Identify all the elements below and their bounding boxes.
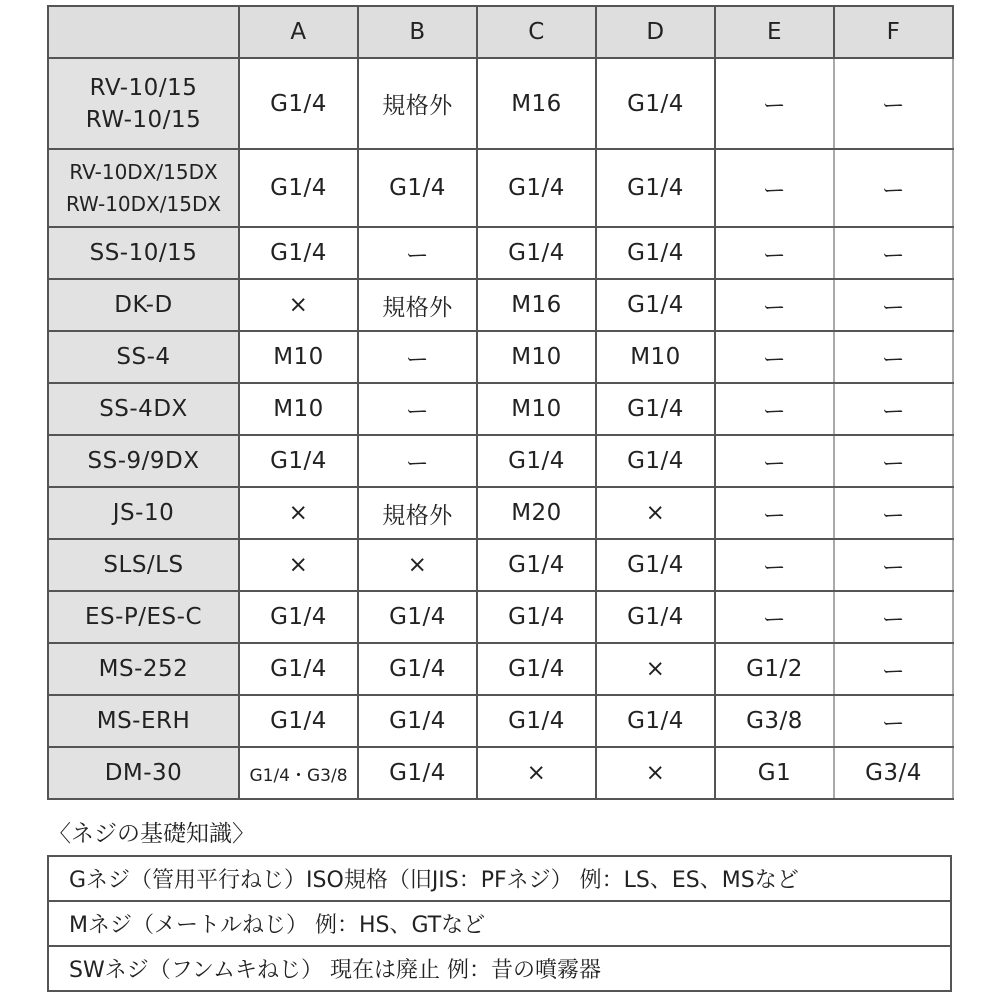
- value-cell: ×: [596, 643, 715, 695]
- value-cell: G1/4: [596, 591, 715, 643]
- value-cell: G1/4: [358, 643, 477, 695]
- notes-title: 〈ネジの基礎知識〉: [48, 821, 255, 847]
- model-name-cell: [48, 747, 239, 799]
- value-cell: ー: [834, 695, 953, 747]
- value-cell: M10: [596, 331, 715, 383]
- table-row: [48, 279, 953, 331]
- value-cell: ー: [834, 227, 953, 279]
- value-cell: G1/4: [477, 591, 596, 643]
- note-item: Mネジ（メートルねじ） 例：HS、GTなど: [48, 901, 951, 946]
- model-name-cell: [48, 591, 239, 643]
- model-name-cell: [48, 279, 239, 331]
- value-cell: M16: [477, 279, 596, 331]
- table-row: [48, 58, 953, 149]
- value-cell: ×: [239, 279, 358, 331]
- model-name-cell: [48, 643, 239, 695]
- table-row: [48, 591, 953, 643]
- column-header: C: [477, 6, 596, 58]
- model-name-line: SLS/LS: [103, 552, 184, 578]
- value-cell: ー: [834, 279, 953, 331]
- value-cell: 規格外: [358, 487, 477, 539]
- value-cell: G1/4: [477, 539, 596, 591]
- model-name-line: DK-D: [114, 292, 173, 318]
- value-cell: G1/4: [596, 695, 715, 747]
- model-name-line: SS-4: [116, 344, 171, 370]
- value-cell: G1/4: [596, 227, 715, 279]
- value-cell: G1/4: [358, 591, 477, 643]
- value-cell: ー: [834, 487, 953, 539]
- value-cell: ー: [715, 58, 834, 149]
- value-cell: ー: [358, 435, 477, 487]
- table-row: [48, 695, 953, 747]
- value-cell: ー: [715, 331, 834, 383]
- thread-spec-table: [47, 5, 954, 800]
- column-header: D: [596, 6, 715, 58]
- corner-cell: [48, 6, 239, 58]
- model-name-cell: [48, 539, 239, 591]
- model-name-line: RW-10/15: [85, 106, 202, 133]
- value-cell: G1/4: [596, 58, 715, 149]
- model-name-line: DM-30: [104, 760, 183, 786]
- value-cell: ー: [715, 227, 834, 279]
- value-cell: ×: [596, 487, 715, 539]
- notes-table: [47, 855, 952, 992]
- value-cell: G1/4: [358, 747, 477, 799]
- model-name-line: SS-10/15: [89, 240, 198, 266]
- value-cell: G1: [715, 747, 834, 799]
- value-cell: ー: [834, 643, 953, 695]
- value-cell: G1/4: [239, 227, 358, 279]
- note-item: Gネジ（管用平行ねじ）ISO規格（旧JIS：PFネジ） 例：LS、ES、MSなど: [48, 856, 951, 901]
- value-cell: G1/4: [477, 227, 596, 279]
- table-row: [48, 539, 953, 591]
- column-header: A: [239, 6, 358, 58]
- value-cell: ー: [715, 149, 834, 227]
- value-cell: ×: [596, 747, 715, 799]
- model-name-cell: [48, 227, 239, 279]
- value-cell: ー: [715, 435, 834, 487]
- table-row: [48, 435, 953, 487]
- value-cell: ー: [834, 383, 953, 435]
- model-name-cell: [48, 487, 239, 539]
- value-cell: M20: [477, 487, 596, 539]
- value-cell: G1/4: [596, 149, 715, 227]
- value-cell: G1/4: [596, 279, 715, 331]
- table-row: [48, 383, 953, 435]
- model-name-line: RW-10DX/15DX: [65, 192, 222, 216]
- value-cell: G1/4: [239, 695, 358, 747]
- value-cell: M10: [239, 331, 358, 383]
- value-cell: G1/4・G3/8: [239, 747, 358, 799]
- value-cell: ー: [715, 487, 834, 539]
- value-cell: G1/4: [477, 695, 596, 747]
- value-cell: ー: [715, 279, 834, 331]
- table-row: [48, 747, 953, 799]
- value-cell: G1/4: [358, 149, 477, 227]
- value-cell: G3/4: [834, 747, 953, 799]
- value-cell: G1/4: [596, 435, 715, 487]
- value-cell: ー: [834, 58, 953, 149]
- table-row: [48, 643, 953, 695]
- model-name-cell: [48, 331, 239, 383]
- column-header: B: [358, 6, 477, 58]
- value-cell: ー: [834, 331, 953, 383]
- header-row: [48, 6, 953, 58]
- value-cell: G1/4: [239, 58, 358, 149]
- model-name-cell: [48, 695, 239, 747]
- table-row: [48, 149, 953, 227]
- model-name-cell: [48, 149, 239, 227]
- value-cell: G1/4: [239, 435, 358, 487]
- model-name-line: SS-9/9DX: [87, 448, 200, 474]
- value-cell: 規格外: [358, 58, 477, 149]
- value-cell: M16: [477, 58, 596, 149]
- value-cell: M10: [477, 331, 596, 383]
- value-cell: ×: [239, 539, 358, 591]
- model-name-line: MS-252: [98, 656, 189, 682]
- model-name-cell: [48, 383, 239, 435]
- value-cell: ー: [715, 591, 834, 643]
- model-name-line: MS-ERH: [96, 708, 191, 734]
- table-row: [48, 331, 953, 383]
- value-cell: ×: [477, 747, 596, 799]
- value-cell: G1/4: [477, 435, 596, 487]
- column-header: E: [715, 6, 834, 58]
- value-cell: ー: [358, 331, 477, 383]
- value-cell: ー: [834, 539, 953, 591]
- value-cell: M10: [477, 383, 596, 435]
- value-cell: ー: [715, 383, 834, 435]
- value-cell: G1/4: [477, 149, 596, 227]
- model-name-line: JS-10: [112, 500, 175, 526]
- model-name-cell: [48, 58, 239, 149]
- value-cell: ー: [358, 227, 477, 279]
- table-row: [48, 487, 953, 539]
- value-cell: G3/8: [715, 695, 834, 747]
- note-item: SWネジ（フンムキねじ） 現在は廃止 例：昔の噴霧器: [48, 946, 951, 991]
- value-cell: ー: [834, 149, 953, 227]
- model-name-cell: [48, 435, 239, 487]
- value-cell: G1/4: [477, 643, 596, 695]
- table-row: [48, 227, 953, 279]
- value-cell: G1/4: [239, 149, 358, 227]
- model-name-line: ES-P/ES-C: [84, 604, 203, 630]
- value-cell: G1/4: [239, 591, 358, 643]
- value-cell: ー: [834, 591, 953, 643]
- value-cell: G1/4: [358, 695, 477, 747]
- value-cell: ×: [358, 539, 477, 591]
- value-cell: ー: [715, 539, 834, 591]
- value-cell: ×: [239, 487, 358, 539]
- column-header: F: [834, 6, 953, 58]
- model-name-line: RV-10/15: [89, 74, 198, 101]
- value-cell: G1/2: [715, 643, 834, 695]
- value-cell: G1/4: [596, 539, 715, 591]
- model-name-line: SS-4DX: [99, 396, 188, 422]
- model-name-line: RV-10DX/15DX: [69, 160, 218, 184]
- value-cell: 規格外: [358, 279, 477, 331]
- value-cell: ー: [358, 383, 477, 435]
- value-cell: M10: [239, 383, 358, 435]
- value-cell: G1/4: [596, 383, 715, 435]
- value-cell: ー: [834, 435, 953, 487]
- value-cell: G1/4: [239, 643, 358, 695]
